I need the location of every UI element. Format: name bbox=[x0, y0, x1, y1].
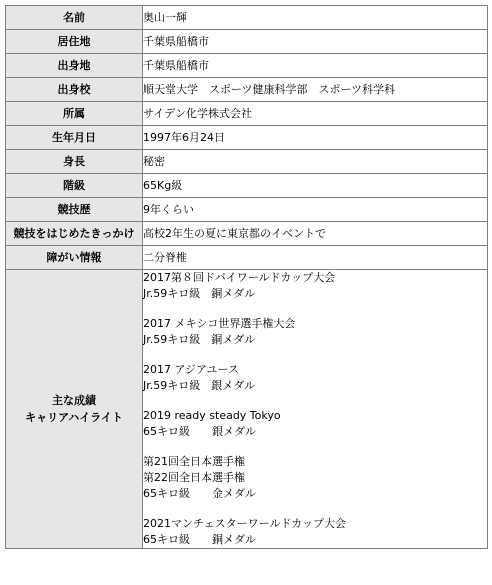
row-value: サイデン化学株式会社 bbox=[143, 102, 488, 126]
row-value: 1997年6月24日 bbox=[143, 126, 488, 150]
row-label: 階級 bbox=[6, 174, 143, 198]
profile-row-residence bbox=[6, 30, 488, 54]
achievement-line: 65キロ級 金メダル bbox=[143, 487, 256, 500]
row-label: 競技をはじめたきっかけ bbox=[6, 222, 143, 246]
profile-row-birthplace bbox=[6, 54, 488, 78]
row-label: 出身地 bbox=[6, 54, 143, 78]
achievement-line: 2021マンチェスターワールドカップ大会 bbox=[143, 517, 347, 530]
row-value: 高校2年生の夏に東京都のイベントで bbox=[143, 222, 488, 246]
row-label: 出身校 bbox=[6, 78, 143, 102]
achievement-line: 2019 ready steady Tokyo bbox=[143, 409, 281, 422]
row-value: 千葉県船橋市 bbox=[143, 30, 488, 54]
achievement-spacer bbox=[143, 348, 487, 362]
profile-row-disability bbox=[6, 246, 488, 270]
profile-row-achievements bbox=[6, 270, 488, 549]
profile-row-experience bbox=[6, 198, 488, 222]
achievement-spacer bbox=[143, 394, 487, 408]
profile-row-height bbox=[6, 150, 488, 174]
row-value: 順天堂大学 スポーツ健康科学部 スポーツ科学科 bbox=[143, 78, 488, 102]
profile-row-birthdate bbox=[6, 126, 488, 150]
row-label: 身長 bbox=[6, 150, 143, 174]
achievement-line: 2017第８回ドバイワールドカップ大会 bbox=[143, 271, 336, 284]
achievement-line: 2017 アジアユース bbox=[143, 363, 239, 376]
row-value: 65Kg級 bbox=[143, 174, 488, 198]
achievement-line: 65キロ級 銅メダル bbox=[143, 533, 256, 546]
profile-row-school bbox=[6, 78, 488, 102]
row-value: 秘密 bbox=[143, 150, 488, 174]
achievement-line: 第22回全日本選手権 bbox=[143, 471, 245, 484]
achievements-label bbox=[6, 270, 143, 549]
achievement-spacer bbox=[143, 302, 487, 316]
row-label: 居住地 bbox=[6, 30, 143, 54]
achievement-line: 2017 メキシコ世界選手権大会 bbox=[143, 317, 296, 330]
profile-row-affiliation bbox=[6, 102, 488, 126]
achievements-list bbox=[143, 270, 488, 549]
achievement-line: Jr.59キロ級 銀メダル bbox=[143, 379, 256, 392]
achievement-line: 65キロ級 銀メダル bbox=[143, 425, 256, 438]
row-value: 奥山一輝 bbox=[143, 6, 488, 30]
achievements-label-line: 主な成績 bbox=[52, 394, 96, 407]
profile-row-weight-class bbox=[6, 174, 488, 198]
row-label: 生年月日 bbox=[6, 126, 143, 150]
row-value: 千葉県船橋市 bbox=[143, 54, 488, 78]
achievements-label-line: キャリアハイライト bbox=[25, 411, 123, 424]
row-label: 名前 bbox=[6, 6, 143, 30]
row-label: 競技歴 bbox=[6, 198, 143, 222]
achievement-line: Jr.59キロ級 銅メダル bbox=[143, 287, 256, 300]
achievement-line: Jr.59キロ級 銅メダル bbox=[143, 333, 256, 346]
achievement-spacer bbox=[143, 440, 487, 454]
profile-row-motivation bbox=[6, 222, 488, 246]
row-label: 所属 bbox=[6, 102, 143, 126]
profile-row-name bbox=[6, 6, 488, 30]
achievement-line: 第21回全日本選手権 bbox=[143, 455, 245, 468]
row-value: 二分脊椎 bbox=[143, 246, 488, 270]
row-label: 障がい情報 bbox=[6, 246, 143, 270]
achievement-spacer bbox=[143, 502, 487, 516]
row-value: 9年くらい bbox=[143, 198, 488, 222]
athlete-profile-table bbox=[5, 5, 488, 549]
